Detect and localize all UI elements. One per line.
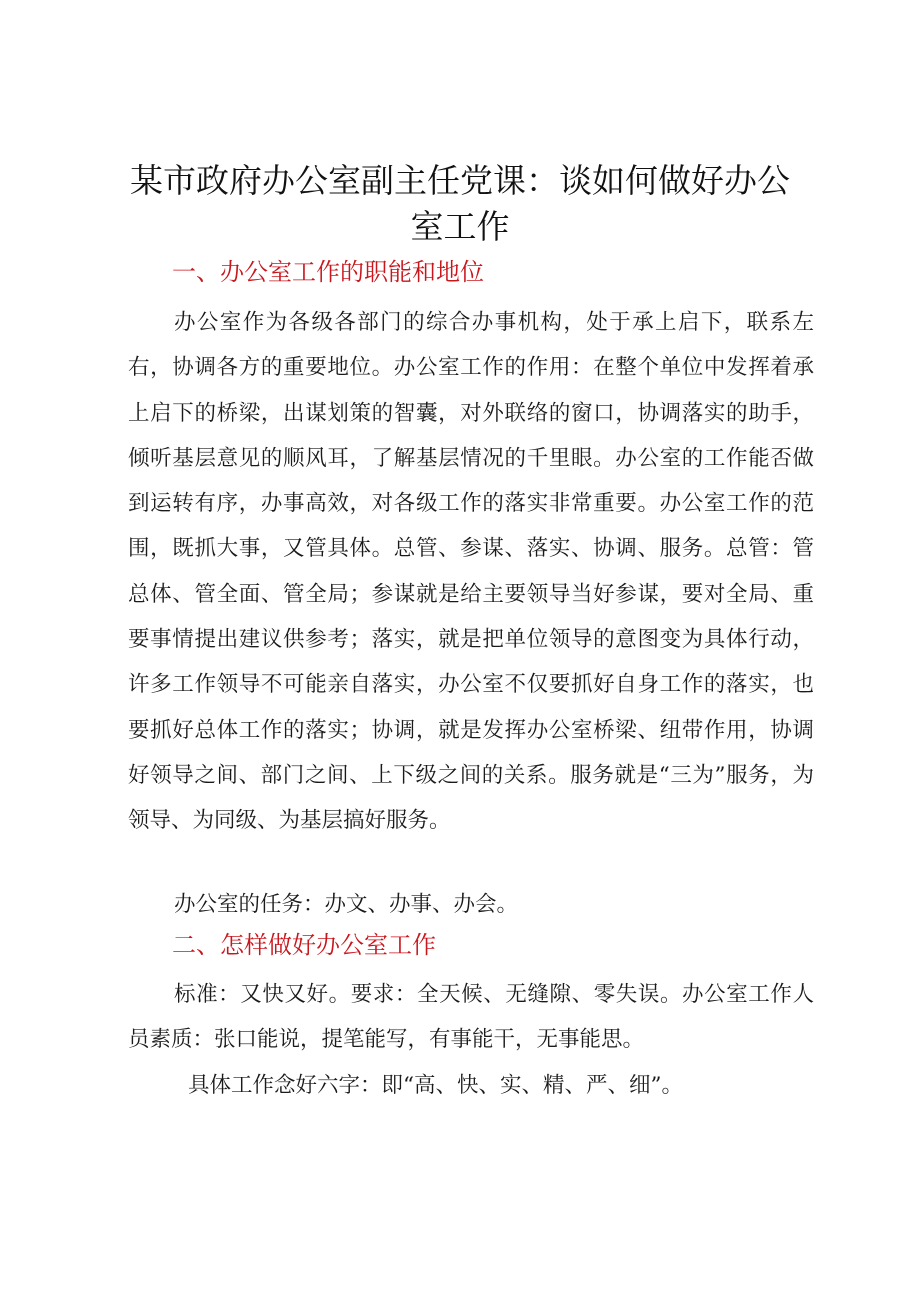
section-heading-1: 一、办公室工作的职能和地位 [172,258,484,286]
document-title: 某市政府办公室副主任党课：谈如何做好办公室工作 [130,161,790,246]
section-1-paragraph-2: 办公室的任务：办文、办事、办会。 [174,892,519,917]
section-2-paragraph-2: 具体工作念好六字：即“高、快、实、精、严、细”。 [188,1073,683,1098]
section-2-paragraph-1: 标准：又快又好。要求：全天候、无缝隙、零失误。办公室工作人员素质：张口能说，提笔能写，有事能干，无事能思。 [128,982,814,1053]
section-heading-2: 二、怎样做好办公室工作 [172,931,436,959]
section-1-paragraph-1: 办公室作为各级各部门的综合办事机构，处于承上启下，联系左右，协调各方的重要地位。办公室工作的作用：在整个单位中发挥着承上启下的桥梁，出谋划策的智囊，对外联络的窗口，协调落实的助手，倾听基层意见的顺风耳，了解基层情况的千里眼。办公室的工作能否做到运转有序，办事高效，对各级工作的落实非常重要。办公室工作的范围，既抓大事，又管具体。总管、参谋、落实、协调、服务。总管：管总体、管全面、管全局；参谋就是给主要领导当好参谋，要对全局、重要事情提出建议供参考；落实，就是把单位领导的意图变为具体行动，许多工作领导不可能亲自落实，办公室不仅要抓好自身工作的落实，也要抓好总体工作的落实；协调，就是发挥办公室桥梁、纽带作用，协调好领导之间、部门之间、上下级之间的关系。服务就是“三为”服务，为领导、为同级、为基层搞好服务。 [128,310,814,834]
